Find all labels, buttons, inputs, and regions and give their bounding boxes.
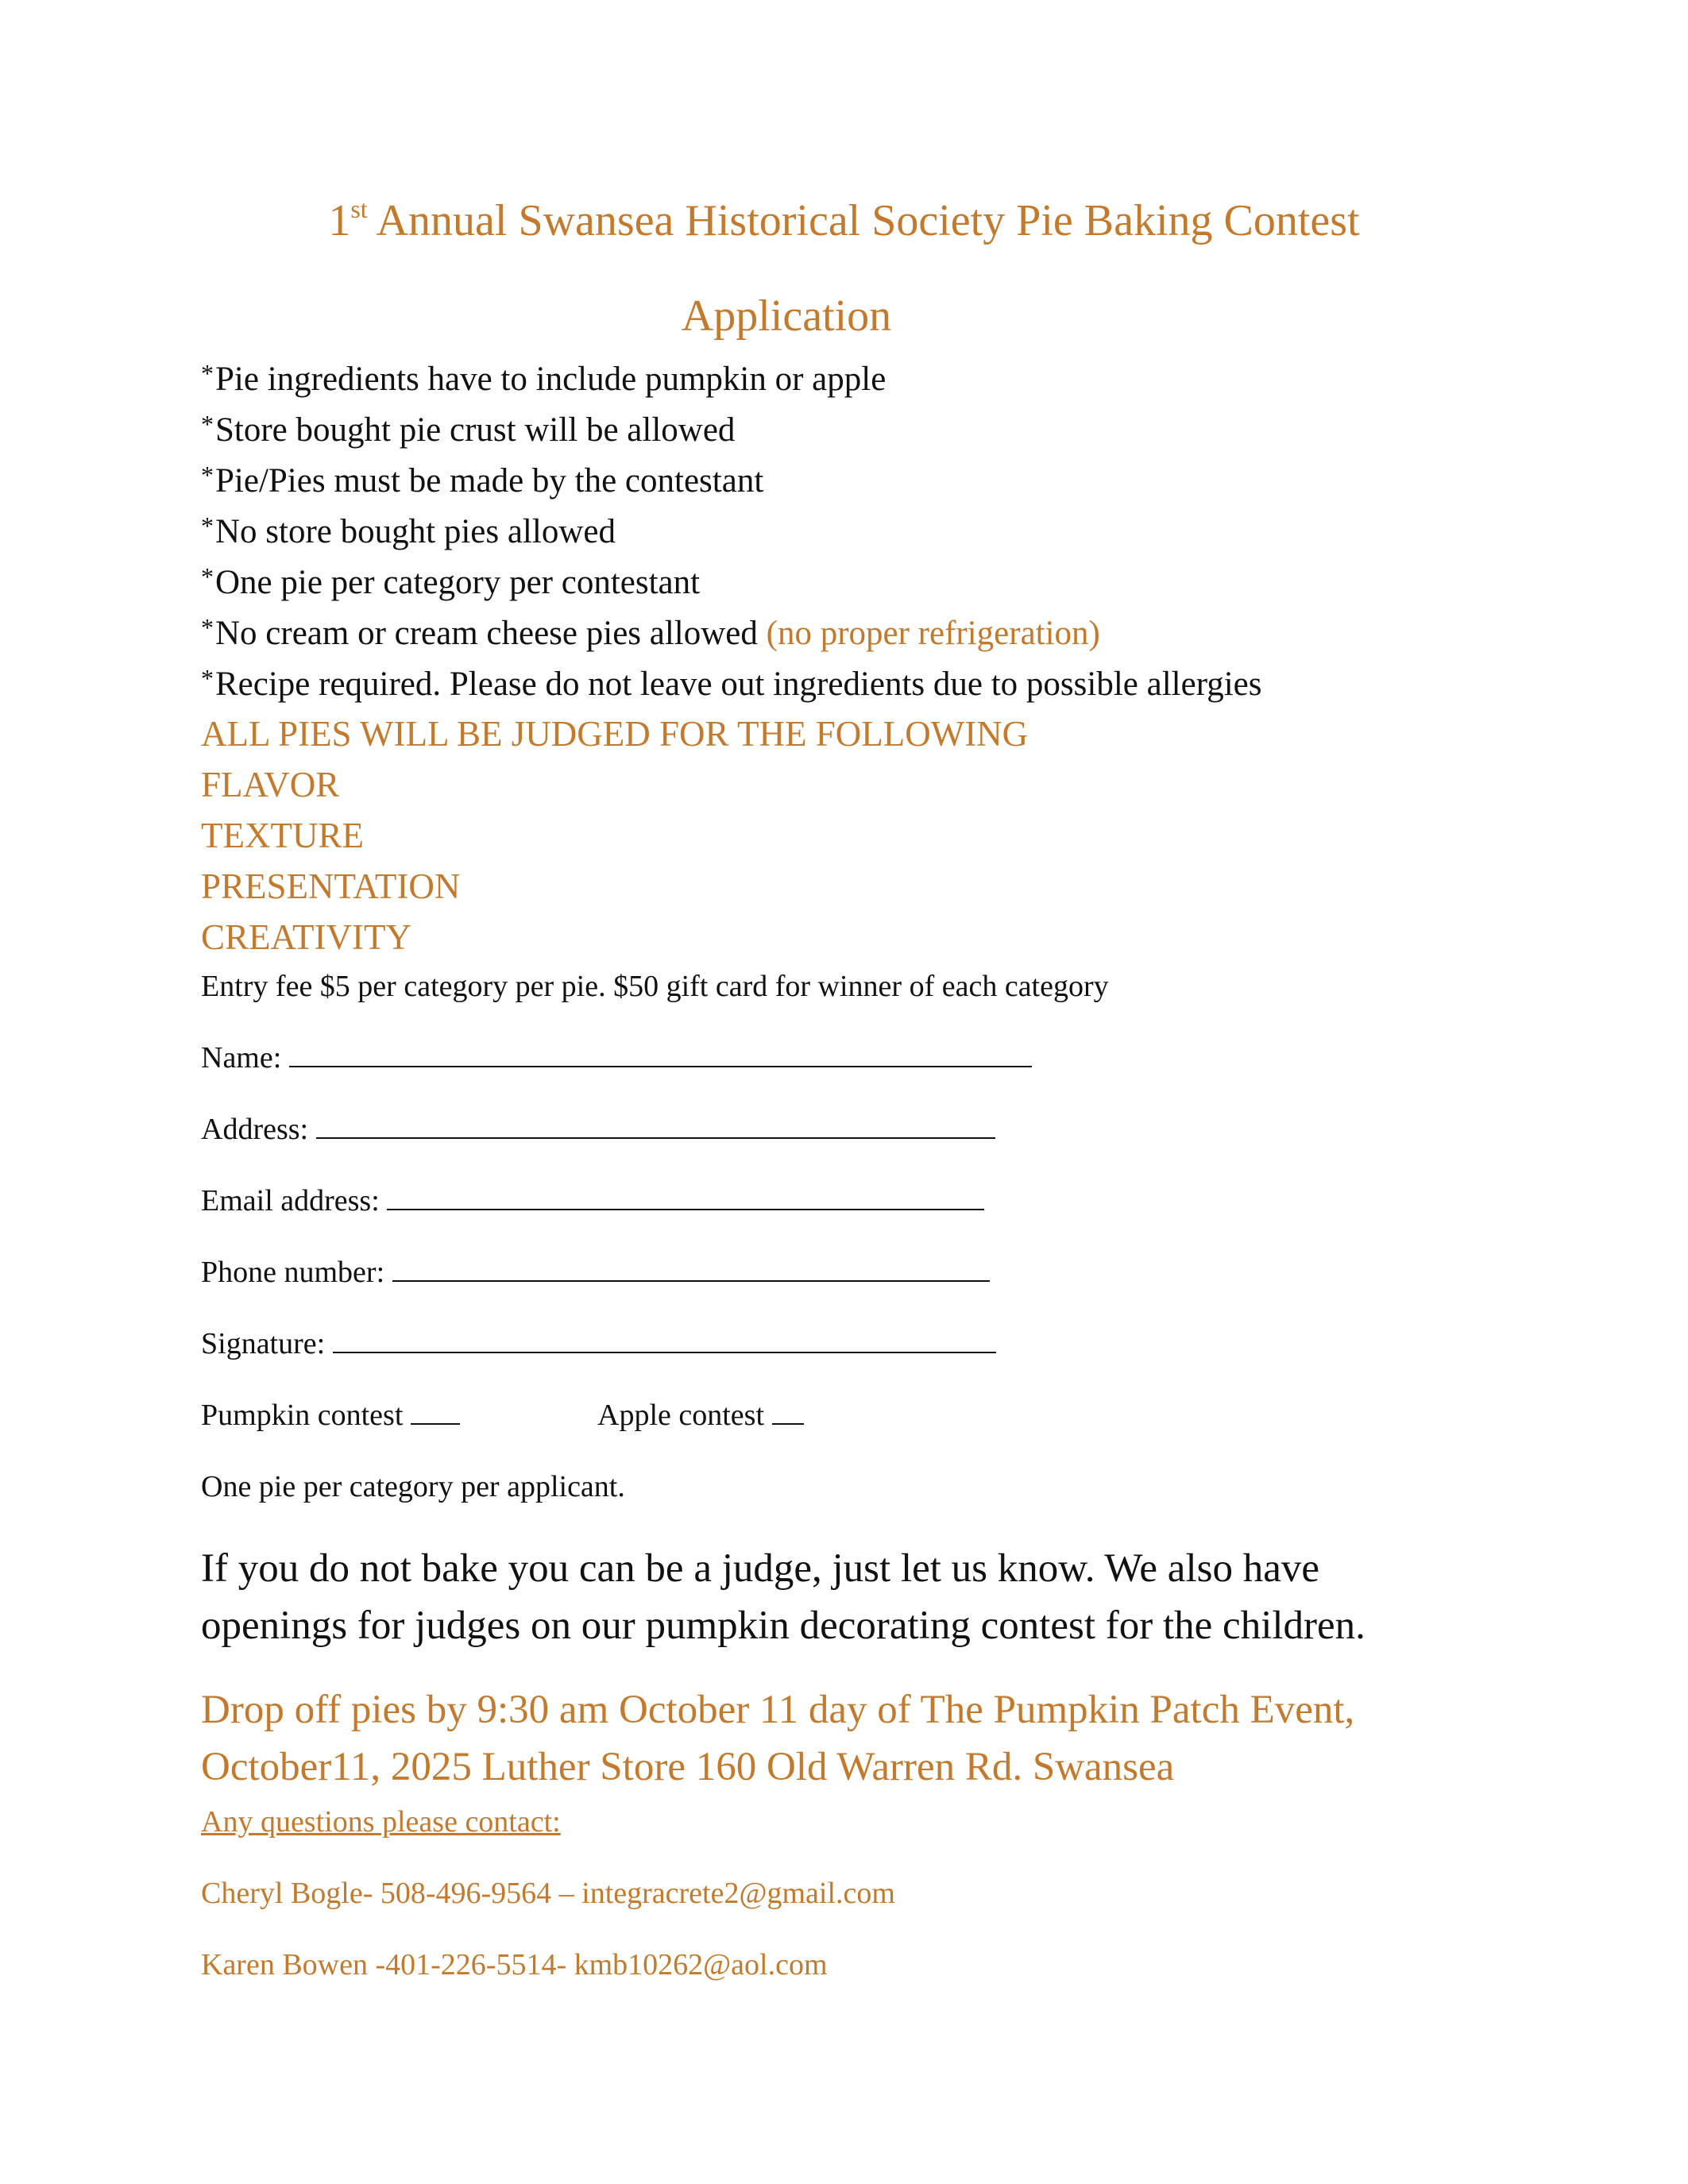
rule-item: *Store bought pie crust will be allowed: [201, 410, 736, 449]
rule-item: *No cream or cream cheese pies allowed (no proper refrigeration): [201, 613, 1100, 652]
judge-note-line1: If you do not bake you can be a judge, just let us know. We also have: [201, 1546, 1319, 1591]
entry-fee-text: Entry fee $5 per category per pie. $50 gift card for winner of each category: [201, 970, 1109, 1003]
address-field[interactable]: [316, 1113, 995, 1139]
address-row: [201, 1112, 995, 1147]
page-subtitle: Application: [681, 291, 892, 341]
judge-note-line2: openings for judges on our pumpkin decorating contest for the children.: [201, 1603, 1365, 1648]
rule-item: *Recipe required. Please do not leave out ingredients due to possible allergies: [201, 664, 1262, 703]
apple-contest-field[interactable]: [772, 1399, 804, 1425]
signature-label: Signature:: [201, 1327, 326, 1360]
judging-heading: ALL PIES WILL BE JUDGED FOR THE FOLLOWING: [201, 714, 1029, 754]
name-label: Name:: [201, 1041, 282, 1075]
address-label: Address:: [201, 1113, 309, 1146]
criterion-texture: TEXTURE: [201, 816, 364, 855]
pumpkin-contest-row: [201, 1398, 460, 1433]
one-pie-note: One pie per category per applicant.: [201, 1470, 625, 1503]
rule-item: *Pie ingredients have to include pumpkin or apple: [201, 359, 886, 398]
name-field[interactable]: [289, 1042, 1032, 1067]
dropoff-line1: Drop off pies by 9:30 am October 11 day of The Pumpkin Patch Event,: [201, 1688, 1355, 1732]
phone-field[interactable]: [392, 1256, 990, 1282]
criterion-flavor: FLAVOR: [201, 765, 340, 805]
email-field[interactable]: [387, 1185, 984, 1210]
phone-row: [201, 1255, 990, 1290]
rule-item: *Pie/Pies must be made by the contestant: [201, 461, 764, 500]
contact-karen: Karen Bowen -401-226-5514- kmb10262@aol.com: [201, 1948, 828, 1981]
apple-contest-row: [597, 1398, 804, 1433]
refrigeration-note: (no proper refrigeration): [766, 615, 1100, 652]
apple-contest-label: Apple contest: [597, 1399, 765, 1432]
pumpkin-contest-field[interactable]: [411, 1399, 460, 1425]
email-label: Email address:: [201, 1184, 380, 1217]
rule-item: *No store bought pies allowed: [201, 511, 616, 550]
pumpkin-contest-label: Pumpkin contest: [201, 1399, 404, 1432]
rule-item: *One pie per category per contestant: [201, 562, 701, 601]
contact-heading: Any questions please contact:: [201, 1805, 561, 1839]
signature-row: [201, 1326, 996, 1361]
phone-label: Phone number:: [201, 1256, 385, 1289]
contact-cheryl: Cheryl Bogle- 508-496-9564 – integracrete2@gmail.com: [201, 1877, 895, 1910]
dropoff-line2: October11, 2025 Luther Store 160 Old Warren Rd. Swansea: [201, 1745, 1175, 1789]
name-row: [201, 1040, 1032, 1075]
page-title: 1st Annual Swansea Historical Society Pie Baking Contest: [328, 195, 1360, 245]
email-row: [201, 1183, 984, 1218]
criterion-creativity: CREATIVITY: [201, 917, 411, 957]
criterion-presentation: PRESENTATION: [201, 866, 461, 906]
signature-field[interactable]: [333, 1328, 996, 1353]
